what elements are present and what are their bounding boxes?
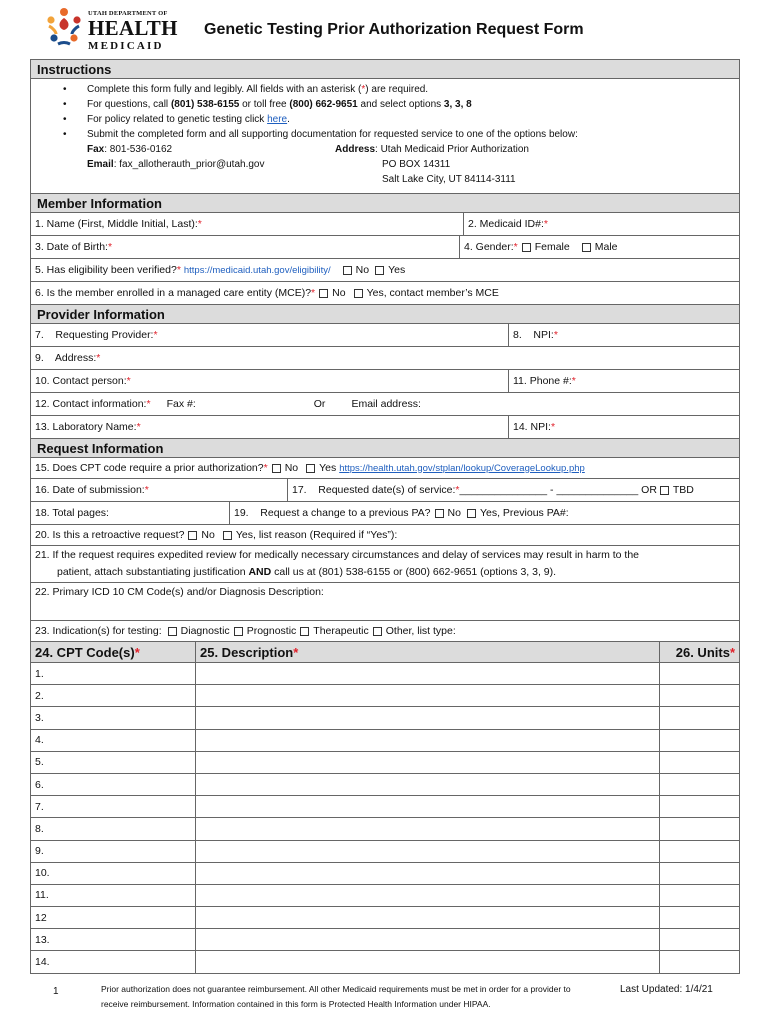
phone-field[interactable]: 11. Phone #: * bbox=[508, 370, 739, 392]
instruction-item: • For policy related to genetic testing click here. bbox=[37, 112, 733, 127]
contact-info-field[interactable]: 12. Contact information: * Fax #: Or Email address: bbox=[35, 398, 421, 410]
expedited-review-note: 21. If the request requires expedited review for medically necessary circumstances and delay of services may result in harm to the patient, attach substantiating justification AND call us at (801) 538-6155 or (800) 662-9651 (options 3, 3, 9). bbox=[35, 549, 640, 578]
other-checkbox[interactable] bbox=[373, 627, 382, 636]
table-row: 4. bbox=[31, 730, 739, 752]
logo-medicaid-text: MEDICAID bbox=[88, 40, 164, 52]
mailing-address: Address: Utah Medicaid Prior Authorization PO BOX 14311 Salt Lake City, UT 84114-3111 bbox=[335, 144, 529, 185]
cpt-code-header: 24. CPT Code(s) * bbox=[35, 644, 140, 660]
request-info-heading: Request Information bbox=[31, 439, 739, 458]
member-info-heading: Member Information bbox=[31, 194, 739, 213]
logo-dept-text: UTAH DEPARTMENT OF bbox=[88, 10, 168, 17]
table-row: 9. bbox=[31, 841, 739, 863]
lab-npi-field[interactable]: 14. NPI: * bbox=[508, 416, 739, 438]
description-header: 25. Description * bbox=[195, 642, 659, 662]
prognostic-checkbox[interactable] bbox=[234, 627, 243, 636]
table-row: 5. bbox=[31, 752, 739, 774]
table-row: 6. bbox=[31, 774, 739, 796]
table-row: 3. bbox=[31, 707, 739, 729]
table-row: 14. bbox=[31, 951, 739, 973]
or-label: Or bbox=[313, 398, 326, 410]
icd10-field[interactable]: 22. Primary ICD 10 CM Code(s) and/or Diagnosis Description: bbox=[35, 586, 324, 598]
therapeutic-checkbox[interactable] bbox=[300, 627, 309, 636]
diagnostic-checkbox[interactable] bbox=[168, 627, 177, 636]
eligibility-yes-checkbox[interactable] bbox=[375, 266, 384, 275]
table-row: 7. bbox=[31, 796, 739, 818]
member-name-field[interactable]: 1. Name (First, Middle Initial, Last): * bbox=[35, 218, 202, 230]
prev-pa-no-checkbox[interactable] bbox=[435, 509, 444, 518]
table-row: 10. bbox=[31, 863, 739, 885]
table-row: 11. bbox=[31, 885, 739, 907]
instruction-item: • For questions, call (801) 538-6155 or toll free (800) 662-9651 and select options 3, 3, 8 bbox=[37, 97, 733, 112]
provider-address-field[interactable]: 9. Address: * bbox=[35, 352, 101, 364]
logo-health-text: HEALTH bbox=[88, 16, 178, 40]
eligibility-link[interactable]: https://medicaid.utah.gov/eligibility/ bbox=[183, 264, 331, 276]
email-address: Email: fax_allotherauth_prior@utah.gov bbox=[87, 159, 265, 170]
gender-female-checkbox[interactable] bbox=[522, 243, 531, 252]
eligibility-no-checkbox[interactable] bbox=[343, 266, 352, 275]
instructions-section bbox=[31, 79, 739, 194]
last-updated: Last Updated: 1/4/21 bbox=[620, 984, 713, 995]
instruction-item: • Complete this form fully and legibly. All fields with an asterisk (*) are required. bbox=[37, 82, 733, 97]
gender-male-checkbox[interactable] bbox=[582, 243, 591, 252]
instructions-heading: Instructions bbox=[31, 60, 739, 79]
lab-name-field[interactable]: 13. Laboratory Name: * bbox=[35, 421, 141, 433]
cpt-pa-yes-checkbox[interactable] bbox=[306, 464, 315, 473]
contact-person-field[interactable]: 10. Contact person: * bbox=[35, 375, 131, 387]
tbd-checkbox[interactable] bbox=[660, 486, 669, 495]
coverage-lookup-link[interactable]: https://health.utah.gov/stplan/lookup/CoverageLookup.php bbox=[339, 462, 585, 474]
service-dates-field[interactable]: 17. Requested date(s) of service: * _______________ - ______________ OR TBD bbox=[287, 479, 739, 501]
submission-date-field[interactable]: 16. Date of submission: * bbox=[35, 484, 149, 496]
page-number: 1 bbox=[53, 986, 59, 997]
units-header: 26. Units * bbox=[659, 642, 739, 662]
utah-health-medicaid-logo bbox=[44, 4, 178, 54]
prev-pa-yes-checkbox[interactable] bbox=[467, 509, 476, 518]
mce-yes-checkbox[interactable] bbox=[354, 289, 363, 298]
disclaimer-text: Prior authorization does not guarantee reimbursement. All other Medicaid requirements must be met in order for a provider to receive reimbursement. Information contained in this form is Protected Health Information under HIPAA. bbox=[101, 984, 571, 1009]
fax-label: Fax #: bbox=[166, 398, 196, 410]
fax-number: Fax: 801-536-0162 bbox=[87, 144, 173, 155]
people-circle-icon bbox=[44, 6, 84, 50]
retro-yes-checkbox[interactable] bbox=[223, 531, 232, 540]
table-row: 1. bbox=[31, 663, 739, 685]
authorization-form: Instructions • Complete this form fully and legibly. All fields with an asterisk (*) are required. • For questions, call (801) 538-6155 or toll free (800) 662-9651 and select options 3, 3, 8 • For policy related to genetic testing click here. • Submit the completed form and all supporting documentation for requested service to one of the options below: Fax: 801-536-0162 Email: fax_allotherauth_prior@utah.gov Address: Utah Medicaid Prior Authorization PO BOX 14311 Salt Lake City, UT 84114-3111 Member Information 1. Name (First, Middle Initial, Last): * 2. Medicaid ID#: * 3. Date of Birth: * 4. Gender: * Female Male 5. Has eligibility been verified? * https://medicaid.utah.gov/eligibility/ No Yes 6. Is the member enrolled in a managed care entity (MCE)? * No Yes, contact member’s MCE Provider Information 7. Requesting Provider: * 8. NPI: * 9. Address: * 10. Contact person: * 11. Phone #: * 12. Contact information: * Fax #: Or Email address: 13. Laboratory Name: * 14. NPI: * Request Information 15. Does CPT code require a prior authorization? * No Yes https://health.utah.gov/stplan/lookup/CoverageLookup.php 16. Date of submission: * 17. Requested date(s) of service: * _______________ - ______________ OR TBD 18. Total pages: 19. Request a change to a previous PA? No Yes, Previous PA#: 20. Is this a retroactive request? No Yes, list reason (Required if “Yes”): 21. If the request requires expedited review for medically necessary circumstances and delay of services may result in harm to the patient, attach substantiating justification AND call us at (801) 538-6155 or (800) 662-9651 (options 3, 3, 9). 22. Primary ICD 10 CM Code(s) and/or Diagnosis Description: 23. Indication(s) for testing: Diagnostic Prognostic Therapeutic Other, list type: 24. CPT Code(s) * 25. Description * 26. Units * 1. 2. 3. 4. 5. 6. 7. 8. 9. 10. 11. 12 13. 14. bbox=[30, 59, 740, 974]
instruction-item: • Submit the completed form and all supporting documentation for requested service to one of the options below: bbox=[37, 127, 733, 142]
submission-contacts bbox=[37, 142, 733, 187]
cpt-table bbox=[31, 642, 739, 974]
mce-no-checkbox[interactable] bbox=[319, 289, 328, 298]
email-label: Email address: bbox=[351, 398, 421, 410]
retro-no-checkbox[interactable] bbox=[188, 531, 197, 540]
policy-here-link[interactable]: here bbox=[267, 114, 288, 125]
form-title: Genetic Testing Prior Authorization Request Form bbox=[204, 21, 584, 38]
cpt-pa-no-checkbox[interactable] bbox=[272, 464, 281, 473]
table-row: 2. bbox=[31, 685, 739, 707]
dob-field[interactable]: 3. Date of Birth: * bbox=[35, 241, 113, 253]
total-pages-field[interactable]: 18. Total pages: bbox=[35, 507, 109, 519]
provider-info-heading: Provider Information bbox=[31, 305, 739, 324]
table-row: 12 bbox=[31, 907, 739, 929]
medicaid-id-field[interactable]: 2. Medicaid ID#: * bbox=[463, 213, 739, 235]
table-row: 8. bbox=[31, 818, 739, 840]
npi-field[interactable]: 8. NPI: * bbox=[508, 324, 739, 346]
table-row: 13. bbox=[31, 929, 739, 951]
requesting-provider-field[interactable]: 7. Requesting Provider: * bbox=[35, 329, 158, 341]
